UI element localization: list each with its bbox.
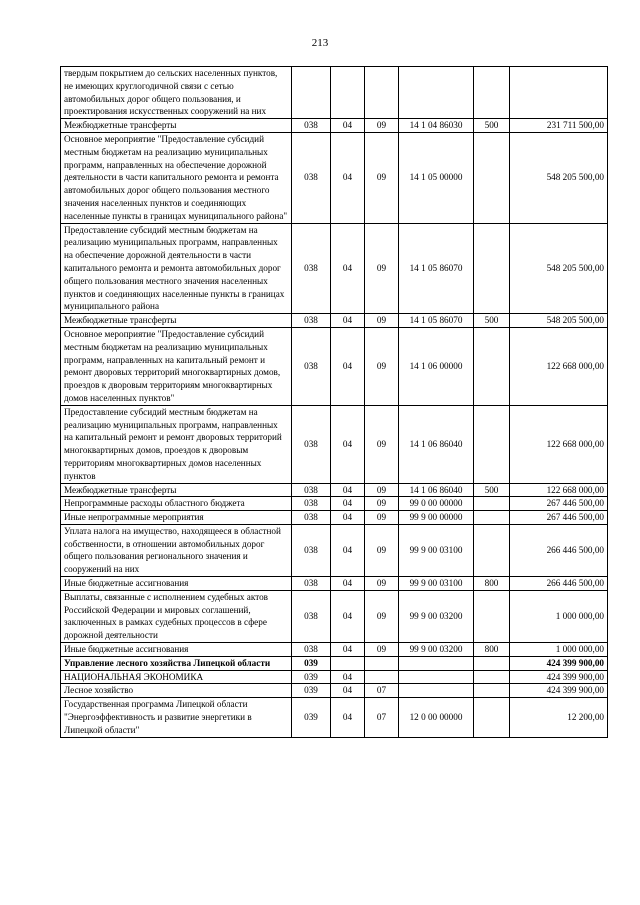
cell-rz bbox=[331, 656, 365, 670]
cell-rz: 04 bbox=[331, 132, 365, 223]
cell-gr: 038 bbox=[292, 132, 331, 223]
cell-name: Межбюджетные трансферты bbox=[61, 119, 292, 133]
cell-csr bbox=[399, 67, 474, 119]
cell-name: Иные бюджетные ассигнования bbox=[61, 577, 292, 591]
cell-pr: 07 bbox=[365, 698, 399, 737]
cell-csr: 99 9 00 03100 bbox=[399, 524, 474, 576]
table-row bbox=[61, 132, 608, 223]
cell-csr: 99 9 00 03200 bbox=[399, 643, 474, 657]
cell-rz: 04 bbox=[331, 590, 365, 642]
cell-pr: 09 bbox=[365, 497, 399, 511]
table-row bbox=[61, 67, 608, 119]
cell-vr bbox=[474, 223, 510, 314]
cell-rz: 04 bbox=[331, 314, 365, 328]
cell-pr: 09 bbox=[365, 405, 399, 483]
cell-csr bbox=[399, 670, 474, 684]
cell-vr: 500 bbox=[474, 119, 510, 133]
cell-name: НАЦИОНАЛЬНАЯ ЭКОНОМИКА bbox=[61, 670, 292, 684]
page-number: 213 bbox=[311, 37, 329, 49]
cell-rz: 04 bbox=[331, 511, 365, 525]
cell-rz: 04 bbox=[331, 119, 365, 133]
cell-name: Межбюджетные трансферты bbox=[61, 483, 292, 497]
cell-sum: 1 000 000,00 bbox=[510, 643, 608, 657]
cell-gr: 038 bbox=[292, 590, 331, 642]
cell-csr: 99 0 00 00000 bbox=[399, 497, 474, 511]
cell-rz: 04 bbox=[331, 643, 365, 657]
table-row bbox=[61, 405, 608, 483]
table-row bbox=[61, 643, 608, 657]
cell-name: Выплаты, связанные с исполнением судебных актов Российской Федерации и мировых соглашений, заключенных в рамках судебных процессов в сфере дорожной деятельности bbox=[61, 590, 292, 642]
table-row bbox=[61, 314, 608, 328]
cell-rz: 04 bbox=[331, 223, 365, 314]
cell-sum: 266 446 500,00 bbox=[510, 577, 608, 591]
cell-pr: 09 bbox=[365, 511, 399, 525]
cell-name: Основное мероприятие "Предоставление субсидий местным бюджетам на реализацию муниципальных программ, направленных на обеспечение дорожной деятельности в части капитального ремонта и ремонта автомобильных дорог общего пользования местного значения населенных пунктов и соединяющих населенные пункты в границах муниципального района" bbox=[61, 132, 292, 223]
cell-sum: 12 200,00 bbox=[510, 698, 608, 737]
table-row bbox=[61, 119, 608, 133]
cell-gr: 039 bbox=[292, 684, 331, 698]
cell-name: Основное мероприятие "Предоставление субсидий местным бюджетам на реализацию муниципальных программ, направленных на капитальный ремонт и ремонт дворовых территорий многоквартирных домов, проездов к дворовым территориям многоквартирных домов населенных пунктов" bbox=[61, 327, 292, 405]
cell-sum: 424 399 900,00 bbox=[510, 670, 608, 684]
cell-sum: 1 000 000,00 bbox=[510, 590, 608, 642]
cell-csr: 14 1 04 86030 bbox=[399, 119, 474, 133]
cell-pr bbox=[365, 67, 399, 119]
cell-name: Иные бюджетные ассигнования bbox=[61, 643, 292, 657]
cell-vr bbox=[474, 497, 510, 511]
cell-gr: 038 bbox=[292, 405, 331, 483]
table-row bbox=[61, 670, 608, 684]
cell-gr: 038 bbox=[292, 483, 331, 497]
cell-name: Предоставление субсидий местным бюджетам на реализацию муниципальных программ, направленных на капитальный ремонт и ремонт дворовых территорий многоквартирных домов, проездов к дворовым территориям многоквартирных домов населенных пунктов bbox=[61, 405, 292, 483]
cell-csr: 99 9 00 03200 bbox=[399, 590, 474, 642]
cell-sum: 231 711 500,00 bbox=[510, 119, 608, 133]
cell-vr bbox=[474, 698, 510, 737]
cell-gr: 038 bbox=[292, 119, 331, 133]
cell-name: Иные непрограммные мероприятия bbox=[61, 511, 292, 525]
cell-rz: 04 bbox=[331, 698, 365, 737]
table-row bbox=[61, 524, 608, 576]
cell-name: Лесное хозяйство bbox=[61, 684, 292, 698]
cell-sum: 548 205 500,00 bbox=[510, 223, 608, 314]
cell-csr bbox=[399, 684, 474, 698]
cell-gr: 038 bbox=[292, 524, 331, 576]
cell-vr bbox=[474, 524, 510, 576]
cell-vr bbox=[474, 132, 510, 223]
cell-gr: 038 bbox=[292, 327, 331, 405]
cell-name: Уплата налога на имущество, находящееся в областной собственности, в отношении автомобильных дорог общего пользования регионального значения и сооружений на них bbox=[61, 524, 292, 576]
cell-vr: 800 bbox=[474, 643, 510, 657]
cell-sum: 122 668 000,00 bbox=[510, 405, 608, 483]
cell-csr bbox=[399, 656, 474, 670]
table-row bbox=[61, 511, 608, 525]
cell-sum: 122 668 000,00 bbox=[510, 483, 608, 497]
cell-gr: 038 bbox=[292, 223, 331, 314]
cell-sum: 548 205 500,00 bbox=[510, 314, 608, 328]
cell-pr: 09 bbox=[365, 590, 399, 642]
cell-pr: 09 bbox=[365, 119, 399, 133]
cell-gr: 038 bbox=[292, 511, 331, 525]
cell-gr: 039 bbox=[292, 656, 331, 670]
cell-pr bbox=[365, 670, 399, 684]
cell-sum: 424 399 900,00 bbox=[510, 684, 608, 698]
table-row bbox=[61, 327, 608, 405]
cell-name: Управление лесного хозяйства Липецкой области bbox=[61, 656, 292, 670]
cell-gr: 038 bbox=[292, 577, 331, 591]
cell-pr: 09 bbox=[365, 132, 399, 223]
cell-csr: 14 1 05 86070 bbox=[399, 223, 474, 314]
cell-vr bbox=[474, 405, 510, 483]
cell-csr: 99 9 00 00000 bbox=[399, 511, 474, 525]
cell-csr: 12 0 00 00000 bbox=[399, 698, 474, 737]
cell-sum: 267 446 500,00 bbox=[510, 497, 608, 511]
cell-sum: 266 446 500,00 bbox=[510, 524, 608, 576]
table-row bbox=[61, 497, 608, 511]
cell-csr: 99 9 00 03100 bbox=[399, 577, 474, 591]
cell-csr: 14 1 06 00000 bbox=[399, 327, 474, 405]
table-row bbox=[61, 656, 608, 670]
cell-pr: 09 bbox=[365, 577, 399, 591]
cell-vr: 500 bbox=[474, 314, 510, 328]
cell-rz: 04 bbox=[331, 684, 365, 698]
cell-sum: 122 668 000,00 bbox=[510, 327, 608, 405]
cell-rz: 04 bbox=[331, 327, 365, 405]
cell-sum: 267 446 500,00 bbox=[510, 511, 608, 525]
cell-pr: 09 bbox=[365, 327, 399, 405]
table-row bbox=[61, 577, 608, 591]
cell-pr: 09 bbox=[365, 314, 399, 328]
table-row bbox=[61, 590, 608, 642]
cell-rz: 04 bbox=[331, 483, 365, 497]
table-row bbox=[61, 684, 608, 698]
cell-sum: 424 399 900,00 bbox=[510, 656, 608, 670]
cell-name: твердым покрытием до сельских населенных пунктов, не имеющих круглогодичной связи с сетью автомобильных дорог общего пользования, и проектирования искусственных сооружений на них bbox=[61, 67, 292, 119]
cell-sum bbox=[510, 67, 608, 119]
cell-vr bbox=[474, 670, 510, 684]
cell-rz: 04 bbox=[331, 497, 365, 511]
cell-pr: 07 bbox=[365, 684, 399, 698]
cell-sum: 548 205 500,00 bbox=[510, 132, 608, 223]
cell-vr bbox=[474, 590, 510, 642]
cell-vr bbox=[474, 511, 510, 525]
cell-pr: 09 bbox=[365, 524, 399, 576]
table-row bbox=[61, 483, 608, 497]
cell-csr: 14 1 05 00000 bbox=[399, 132, 474, 223]
cell-rz bbox=[331, 67, 365, 119]
cell-rz: 04 bbox=[331, 670, 365, 684]
cell-rz: 04 bbox=[331, 405, 365, 483]
cell-vr: 800 bbox=[474, 577, 510, 591]
cell-pr: 09 bbox=[365, 483, 399, 497]
cell-pr bbox=[365, 656, 399, 670]
cell-pr: 09 bbox=[365, 223, 399, 314]
cell-name: Предоставление субсидий местным бюджетам на реализацию муниципальных программ, направленных на обеспечение дорожной деятельности в части капитального ремонта и ремонта автомобильных дорог общего пользования местного значения населенных пунктов и соединяющих населенные пункты в границах муниципального района bbox=[61, 223, 292, 314]
cell-rz: 04 bbox=[331, 577, 365, 591]
cell-gr bbox=[292, 67, 331, 119]
budget-table bbox=[60, 66, 608, 738]
cell-gr: 038 bbox=[292, 643, 331, 657]
cell-gr: 039 bbox=[292, 670, 331, 684]
cell-gr: 038 bbox=[292, 497, 331, 511]
cell-csr: 14 1 05 86070 bbox=[399, 314, 474, 328]
cell-vr bbox=[474, 67, 510, 119]
cell-name: Межбюджетные трансферты bbox=[61, 314, 292, 328]
cell-gr: 038 bbox=[292, 314, 331, 328]
cell-vr bbox=[474, 327, 510, 405]
cell-csr: 14 1 06 86040 bbox=[399, 483, 474, 497]
cell-csr: 14 1 06 86040 bbox=[399, 405, 474, 483]
cell-rz: 04 bbox=[331, 524, 365, 576]
cell-name: Непрограммные расходы областного бюджета bbox=[61, 497, 292, 511]
table-row bbox=[61, 223, 608, 314]
cell-vr: 500 bbox=[474, 483, 510, 497]
cell-gr: 039 bbox=[292, 698, 331, 737]
cell-pr: 09 bbox=[365, 643, 399, 657]
cell-vr bbox=[474, 684, 510, 698]
cell-name: Государственная программа Липецкой области "Энергоэффективность и развитие энергетики в Липецкой области" bbox=[61, 698, 292, 737]
table-row bbox=[61, 698, 608, 737]
cell-vr bbox=[474, 656, 510, 670]
